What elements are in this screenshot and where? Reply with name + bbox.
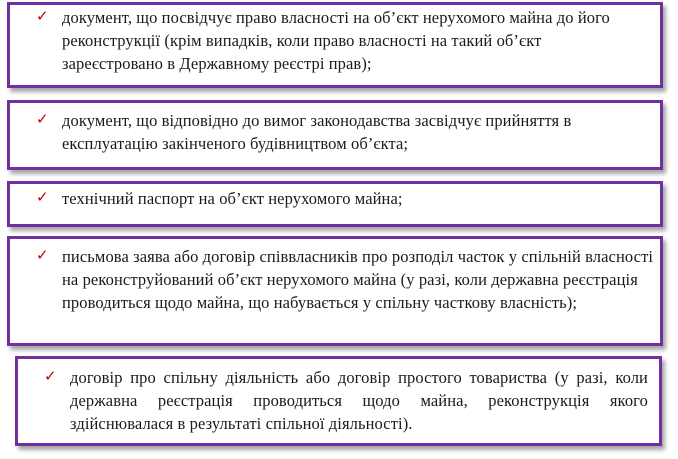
requirement-text-2: документ, що відповідно до вимог законодавства засвідчує прийняття в експлуатацію закінченого будівництвом об’єкта; <box>62 111 572 153</box>
requirement-text-1: документ, що посвідчує право власності на об’єкт нерухомого майна до його реконструкції (крім випадків, коли право власності на такий об’єкт зареєстровано в Державному реєстрі прав); <box>62 8 610 73</box>
requirement-item-5 <box>44 366 648 435</box>
requirement-text-4: письмова заява або договір співвласників про розподіл часток у спільній власності на реконструйований об’єкт нерухомого майна (у разі, коли державна реєстрація проводиться щодо майна, що набувається у спільну часткову власність); <box>62 247 654 312</box>
checkmark-icon: ✓ <box>36 110 49 128</box>
checkmark-icon: ✓ <box>44 367 57 385</box>
requirement-item-3 <box>36 187 646 210</box>
requirement-text-3: технічний паспорт на об’єкт нерухомого майна; <box>62 189 403 208</box>
requirement-item-2 <box>36 109 651 155</box>
checkmark-icon: ✓ <box>36 246 49 264</box>
checkmark-icon: ✓ <box>36 7 49 25</box>
requirement-item-4 <box>36 245 654 314</box>
requirement-text-5: договір про спільну діяльність або договір простого товариства (у разі, коли державна реєстрація проводиться щодо майна, реконструкція якого здійснювалася в результаті спільної діяльності). <box>70 368 648 433</box>
requirement-item-1 <box>36 6 646 75</box>
checkmark-icon: ✓ <box>36 188 49 206</box>
